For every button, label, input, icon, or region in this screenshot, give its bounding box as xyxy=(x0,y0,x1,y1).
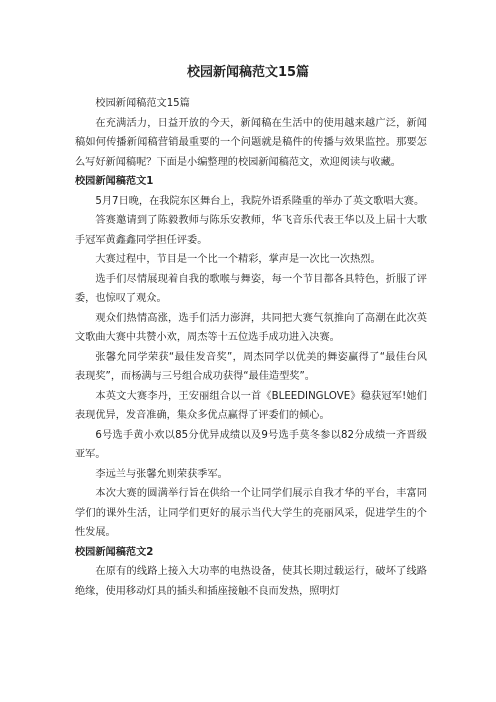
paragraph: 李远兰与张馨允则荣获季军。 xyxy=(95,468,228,480)
paragraph: 答赛邀请到了陈毅教师与陈乐安教师，华飞音乐代表王华以及上届十大歌手冠军黄鑫鑫同学担任评委。 xyxy=(75,215,427,246)
section-heading: 校园新闻稿范文1 xyxy=(75,176,154,187)
paragraph: 大赛过程中，节目是一个比一个精彩，掌声是一次比一次热烈。 xyxy=(95,254,381,265)
document-title: 校园新闻稿范文15篇 xyxy=(186,65,310,80)
paragraph: 校园新闻稿范文15篇 xyxy=(95,98,190,109)
paragraph: 张馨允同学荣获“最佳发音奖”，周杰同学以优美的舞姿赢得了“最佳台风表现奖”，而杨满与三号组合成功获得“最佳造型奖”。 xyxy=(75,351,427,382)
section-heading: 校园新闻稿范文2 xyxy=(75,546,154,558)
paragraph: 选手们尽情展现着自我的歌喉与舞姿，每一个节目都各具特色，折服了评委，也惊叹了观众。 xyxy=(75,273,427,304)
paragraph: 6号选手黄小欢以85分优异成绩以及9号选手莫冬参以82分成绩一齐晋级亚军。 xyxy=(75,429,427,460)
paragraph: 观众们热情高涨，选手们活力澎湃，共同把大赛气氛推向了高潮在此次英文歌曲大赛中共赞小欢，周杰等十五位选手成功进入决赛。 xyxy=(75,312,427,343)
paragraph: 5月7日晚，在我院东区舞台上，我院外语系隆重的举办了英文歌唱大赛。 xyxy=(95,195,425,207)
paragraph: 本英文大赛李丹，王安丽组合以一首《BLEEDINGLOVE》稳获冠军!她们表现优异，发音准确，集众多优点赢得了评委们的倾心。 xyxy=(75,390,427,421)
paragraph: 在原有的线路上接入大功率的电热设备，使其长期过载运行，破坏了线路绝缘，使用移动灯具的插头和插座接触不良而发热，照明灯 xyxy=(75,566,427,597)
paragraph: 本次大赛的圆满举行旨在供给一个让同学们展示自我才华的平台，丰富同学们的课外生活，让同学们更好的展示当代大学生的亮丽风采，促进学生的个性发展。 xyxy=(75,488,427,538)
document-body xyxy=(75,94,427,601)
paragraph: 在充满活力，日益开放的今天，新闻稿在生活中的使用越来越广泛，新闻稿如何传播新闻稿营销最重要的一个问题就是稿件的传播与效果监控。那要怎么写好新闻稿呢？下面是小编整理的校园新闻稿范文，欢迎阅读与收藏。 xyxy=(75,117,427,168)
